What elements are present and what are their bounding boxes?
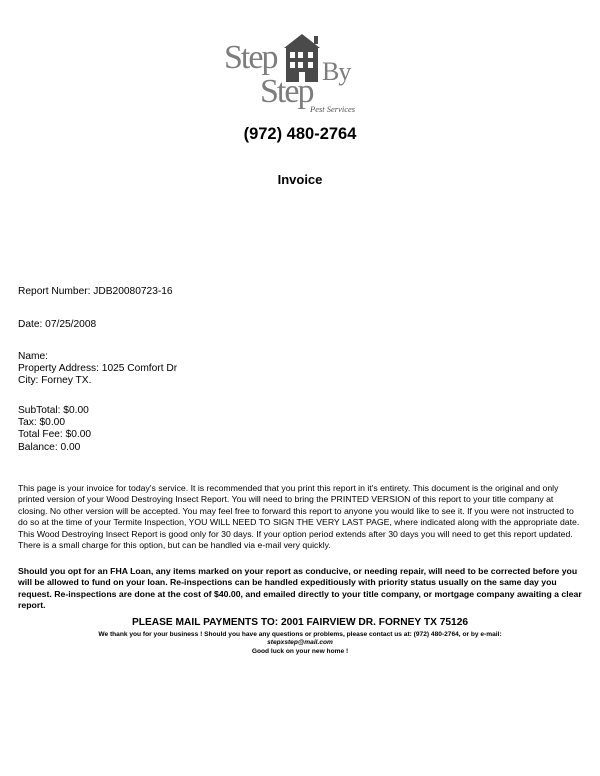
company-phone: (972) 480-2764 [243, 125, 357, 143]
mail-payments-address: PLEASE MAIL PAYMENTS TO: 2001 FAIRVIEW DR. FORNEY TX 75126 [131, 617, 469, 628]
tax: Tax: $0.00 [18, 417, 66, 429]
invoice-instructions [18, 483, 584, 551]
page-title: Invoice [277, 172, 323, 187]
good-luck-text: Good luck on your new home ! [251, 647, 349, 655]
total-fee: Total Fee: $0.00 [18, 429, 92, 441]
fha-notice: Should you opt for an FHA Loan, any items marked on your report as conducive, or needing repair, will need to be corrected before you will be allowed to fund on your loan. Re-inspections can be handled expeditiously with priority status usually on the same day you request. Re-inspections are done at the cost of $40.00, and emailed directly to your title company, or mortgage company awaiting a clear report. [18, 566, 582, 611]
property-info [18, 351, 177, 388]
totals-section [18, 405, 91, 454]
thanks-text: We thank you for your business ! Should you have any questions or problems, please contact us at: (972) 480-2764, or by e-mail: [98, 631, 502, 638]
report-number: Report Number: JDB20080723-16 [18, 286, 173, 297]
subtotal: SubTotal: $0.00 [18, 405, 89, 416]
report-date: Date: 07/25/2008 [18, 319, 97, 330]
house-logo-icon [222, 30, 382, 120]
validity-paragraph: This Wood Destroying Insect Report is good only for 30 days. If your option period extends after 30 days you will need to get this report updated. There is a small charge for this option, but can be handled via e-mail very quickly. [18, 528, 573, 551]
client-name: Name: [18, 351, 49, 362]
logo-word-by: By [322, 57, 351, 86]
logo-word-step: Step [224, 39, 277, 76]
company-logo [222, 30, 382, 120]
thanks-section [0, 631, 600, 656]
instructions-paragraph: This page is your invoice for today's service. It is recommended that you print this report in it's entirety. This document is the original and only printed version of your Wood Destroying Insect Report. You will need to bring the PRINTED VERSION of this report to your title company at closing. No other version will be accepted. You may feel free to forward this report to anyone you would like to see it. If you were not instructed to do so at the time of your Termite Inspection, YOU WILL NEED TO SIGN THE VERY LAST PAGE, where indicated along with the appropriate date. [18, 483, 580, 528]
balance: Balance: 0.00 [18, 441, 81, 453]
property-city: City: Forney TX. [18, 375, 92, 387]
logo-word-step-2: Step [260, 73, 313, 110]
logo-subtitle: Pest Services [310, 104, 356, 114]
property-address: Property Address: 1025 Comfort Dr [18, 363, 178, 375]
contact-email: stepxstep@mail.com [267, 639, 333, 647]
